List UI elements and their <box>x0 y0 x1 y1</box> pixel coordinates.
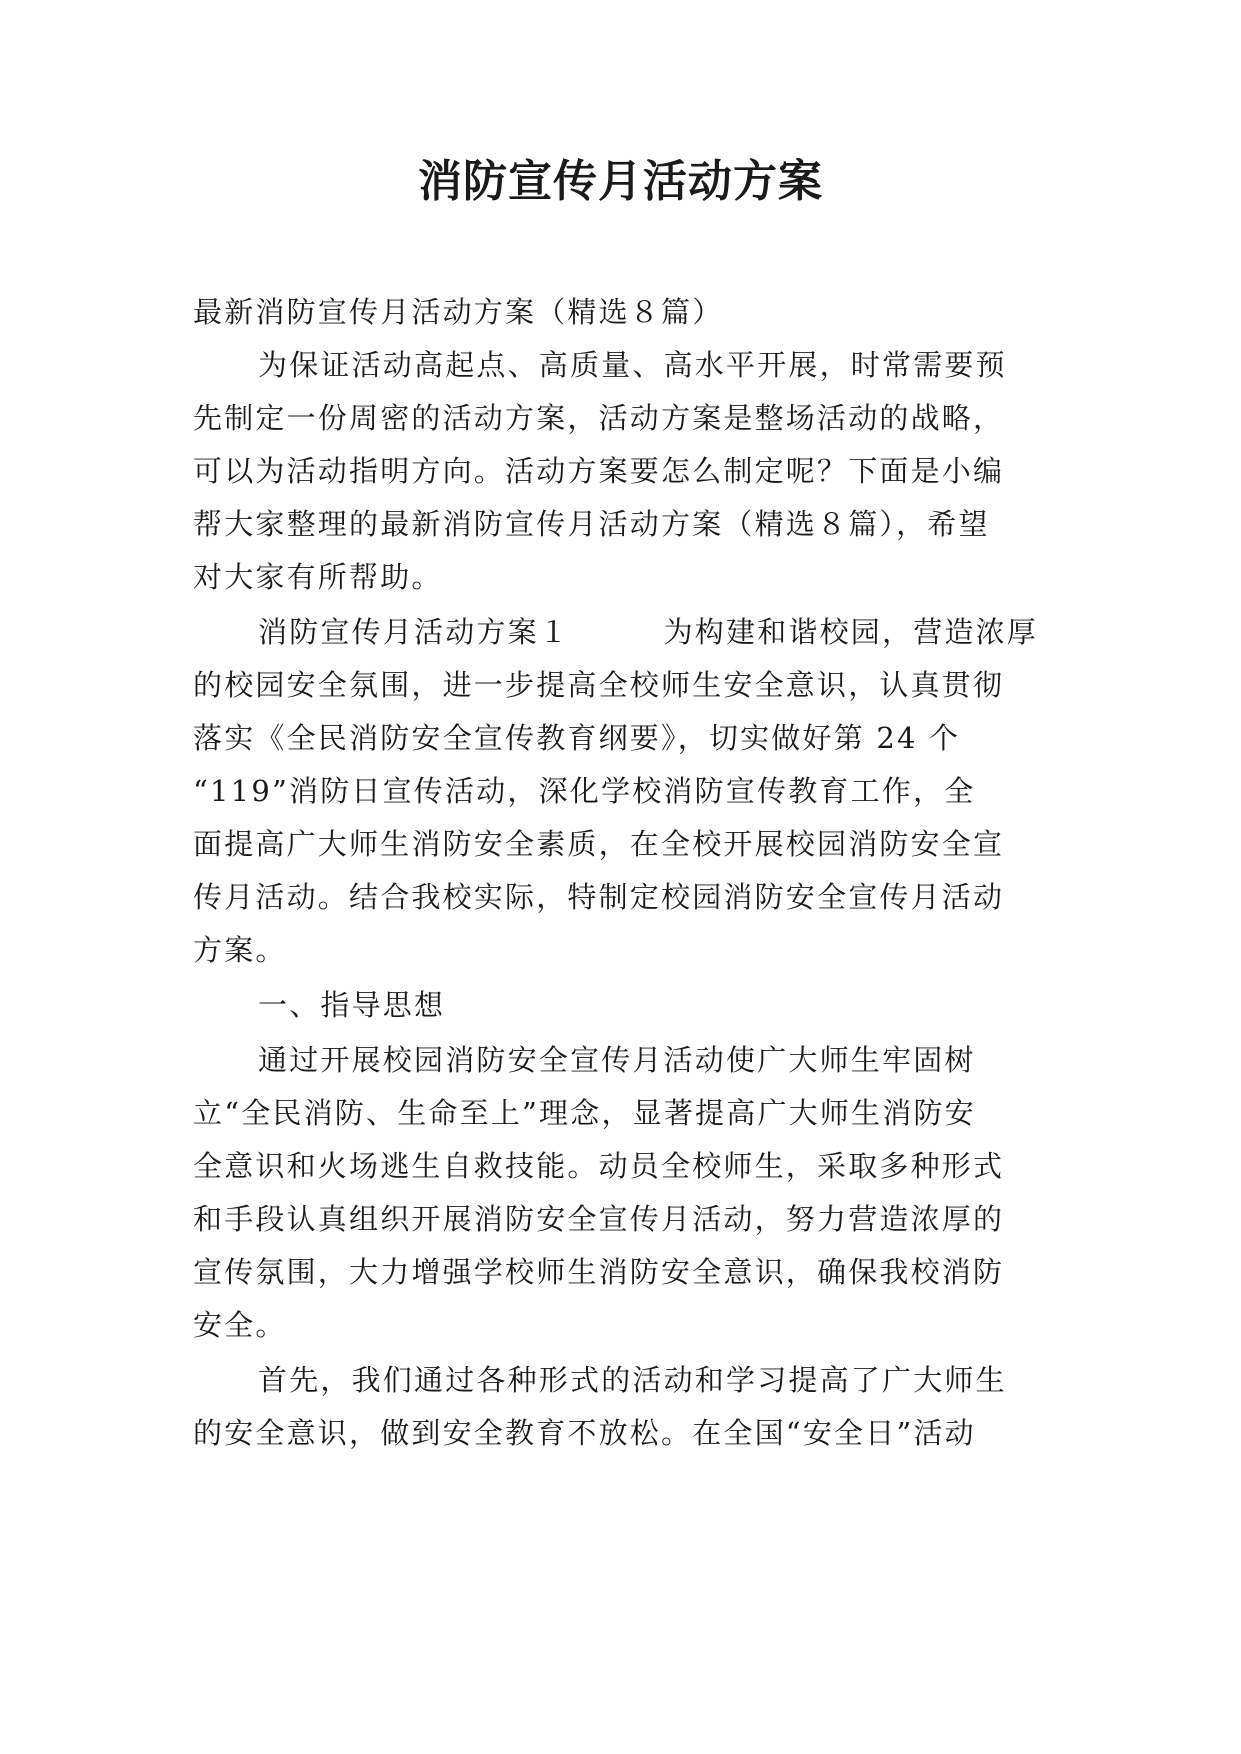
text-line: 安全。 <box>193 1308 287 1342</box>
text-line: 可以为活动指明方向。活动方案要怎么制定呢？下面是小编 <box>193 454 1005 488</box>
text-line: 宣传氛围，大力增强学校师生消防安全意识，确保我校消防 <box>193 1255 1005 1289</box>
text-line: 为保证活动高起点、高质量、高水平开展，时常需要预 <box>258 348 1007 382</box>
text-line: 首先，我们通过各种形式的活动和学习提高了广大师生 <box>258 1363 1007 1397</box>
text-line: 先制定一份周密的活动方案，活动方案是整场活动的战略， <box>193 401 1005 435</box>
text-line: 的安全意识，做到安全教育不放松。在全国“安全日”活动 <box>193 1416 976 1450</box>
text-line: 全意识和火场逃生自救技能。动员全校师生，采取多种形式 <box>193 1149 1005 1183</box>
subtitle-line: 最新消防宣传月活动方案（精选８篇） <box>193 295 724 329</box>
text-line: 的校园安全氛围，进一步提高全校师生安全意识，认真贯彻 <box>193 668 1005 702</box>
text-line: 和手段认真组织开展消防安全宣传月活动，努力营造浓厚的 <box>193 1202 1005 1236</box>
document-title: 消防宣传月活动方案 <box>418 156 823 207</box>
text-line: 帮大家整理的最新消防宣传月活动方案（精选８篇），希望 <box>193 507 990 541</box>
text-line: 对大家有所帮助。 <box>193 560 443 594</box>
text-line: 落实《全民消防安全宣传教育纲要》，切实做好第 24 个 <box>193 721 961 755</box>
text-line: 面提高广大师生消防安全素质，在全校开展校园消防安全宣 <box>193 827 1005 861</box>
text-line: “119”消防日宣传活动，深化学校消防宣传教育工作，全 <box>193 774 976 808</box>
text-line: 通过开展校园消防安全宣传月活动使广大师生牢固树 <box>258 1043 976 1077</box>
text-line: 传月活动。结合我校实际，特制定校园消防安全宣传月活动 <box>193 880 1005 914</box>
text-line: 方案。 <box>193 933 287 967</box>
text-line: 立“全民消防、生命至上”理念，显著提高广大师生消防安 <box>193 1096 976 1130</box>
section-heading: 一、指导思想 <box>258 988 446 1022</box>
text-line: 消防宣传月活动方案１ 为构建和谐校园，营造浓厚 <box>258 615 1039 649</box>
